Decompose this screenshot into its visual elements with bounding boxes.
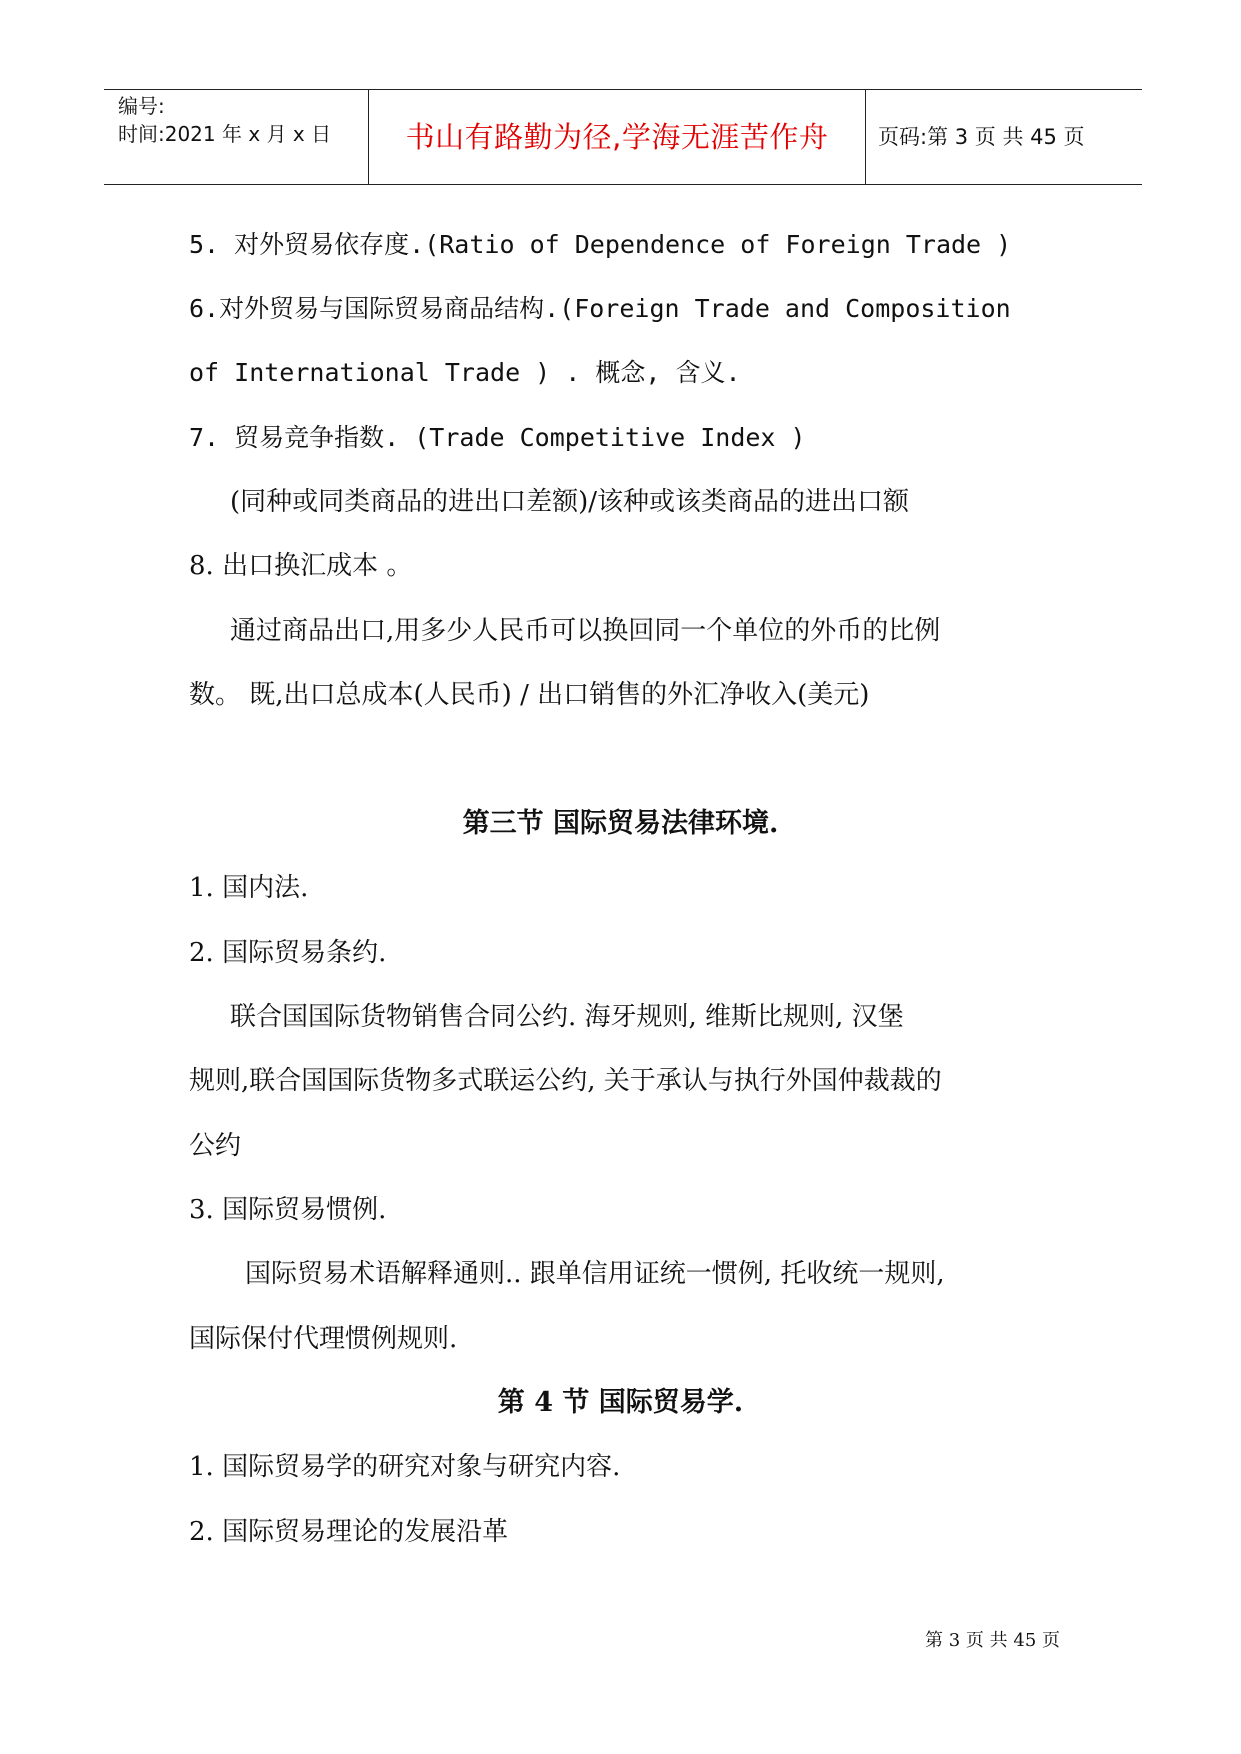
page-footer: 第 3 页 共 45 页: [925, 1630, 1060, 1651]
page-reference: 页码:第 3 页 共 45 页: [878, 125, 1085, 149]
body-line: 2. 国际贸易理论的发展沿革: [189, 1517, 509, 1547]
body-line: 1. 国际贸易学的研究对象与研究内容.: [189, 1452, 621, 1482]
header-page-cell: [866, 90, 1142, 184]
body-line: 国际贸易术语解释通则.. 跟单信用证统一惯例, 托收统一规则,: [245, 1259, 945, 1289]
body-line: of International Trade ) . 概念, 含义.: [189, 358, 741, 387]
body-line: 通过商品出口,用多少人民币可以换回同一个单位的外币的比例: [230, 616, 941, 646]
body-line: 6.对外贸易与国际贸易商品结构.(Foreign Trade and Composition: [189, 294, 1011, 323]
time-label: 时间:2021 年 x 月 x 日: [118, 122, 332, 146]
body-line: 联合国国际货物销售合同公约. 海牙规则, 维斯比规则, 汉堡: [230, 1002, 904, 1032]
body-line: (同种或同类商品的进出口差额)/该种或该类商品的进出口额: [230, 487, 910, 517]
header-motto-cell: [369, 90, 866, 184]
body-line: 1. 国内法.: [189, 873, 309, 903]
body-line: 国际保付代理惯例规则.: [189, 1324, 458, 1354]
section-heading: 第三节 国际贸易法律环境.: [462, 808, 779, 839]
body-line: 2. 国际贸易条约.: [189, 938, 387, 968]
body-line: 5. 对外贸易依存度.(Ratio of Dependence of Foreign Trade ): [189, 230, 1012, 259]
body-line: 3. 国际贸易惯例.: [189, 1195, 387, 1225]
page-header: [104, 89, 1142, 185]
number-label: 编号:: [118, 94, 165, 118]
body-line: 8. 出口换汇成本 。: [189, 551, 413, 581]
body-line: 7. 贸易竞争指数. (Trade Competitive Index ): [189, 423, 806, 452]
motto-text: 书山有路勤为径,学海无涯苦作舟: [405, 120, 829, 154]
section-heading: 第 4 节 国际贸易学.: [497, 1387, 744, 1418]
body-line: 公约: [189, 1131, 242, 1161]
body-line: 规则,联合国国际货物多式联运公约, 关于承认与执行外国仲裁裁的: [189, 1066, 942, 1096]
body-line: 数。 既,出口总成本(人民币) / 出口销售的外汇净收入(美元): [189, 680, 870, 710]
header-meta-cell: [104, 90, 369, 184]
